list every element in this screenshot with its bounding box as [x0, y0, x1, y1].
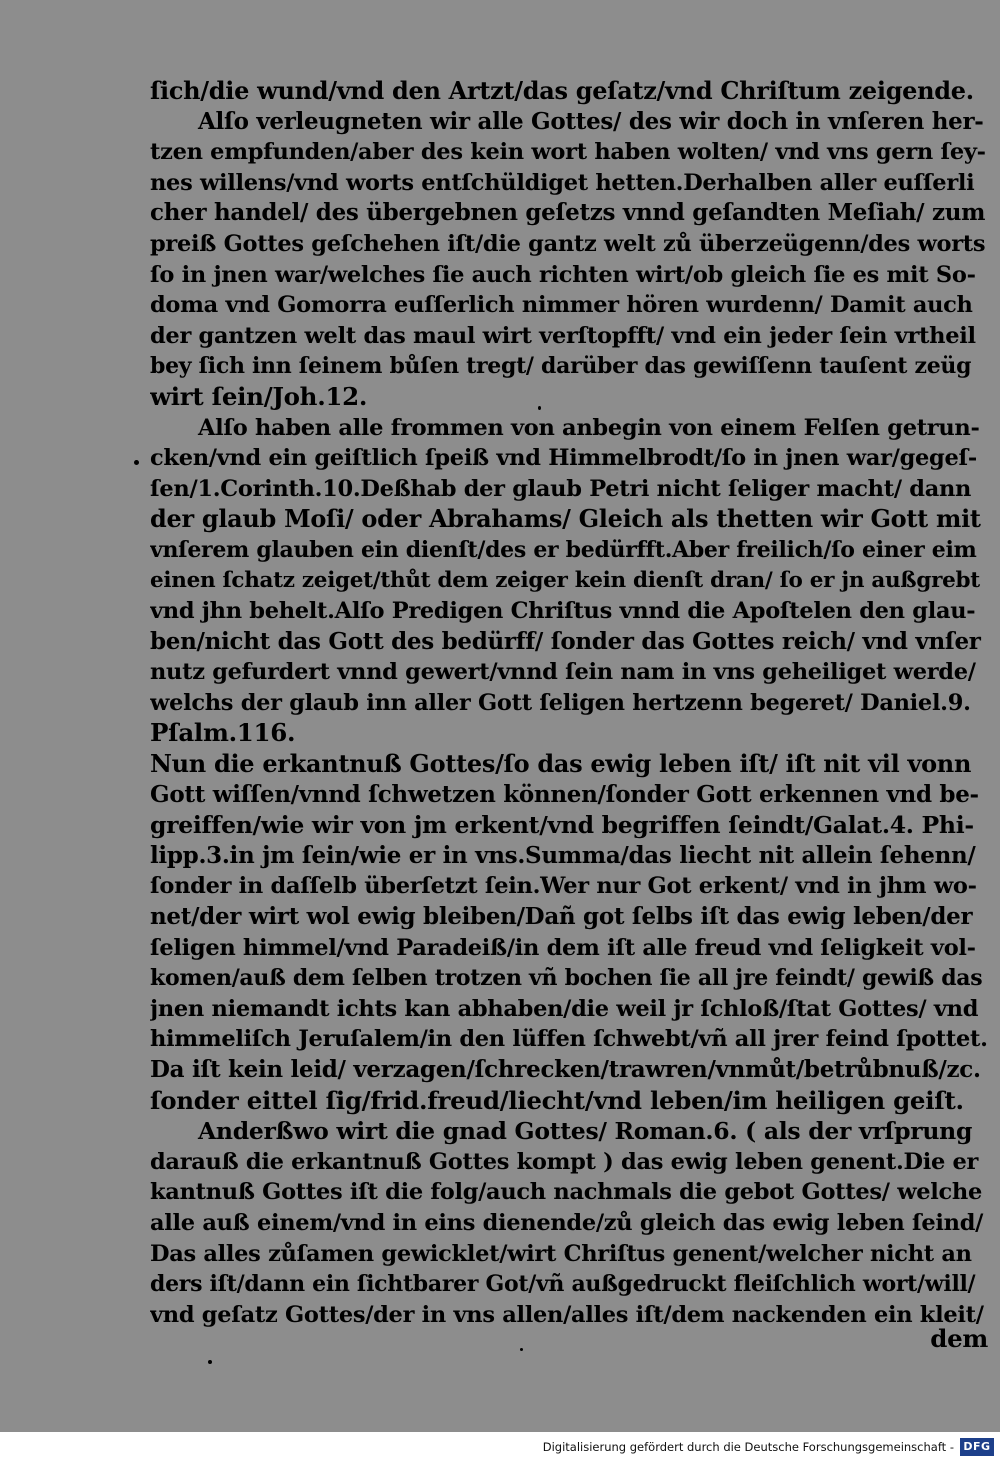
- text-line: ſeligen himmel/vnd Paradeiß/in dem iſt alle freud vnd ſeligkeit vol-: [150, 934, 976, 961]
- ink-speck: [520, 1348, 523, 1351]
- text-line: ben/nicht das Gott des bedürff/ ſonder das Gottes reich/ vnd vnſer: [150, 627, 981, 655]
- text-line: kantnuß Gottes iſt die folg/auch nachmals die gebot Gottes/ welche: [150, 1179, 983, 1206]
- text-line: cken/vnd ein geiſtlich ſpeiß vnd Himmelbrodt/ſo in jnen war/gegeſ-: [150, 445, 977, 472]
- text-line: net/der wirt wol ewig bleiben/Dañ got ſelbs iſt das ewig leben/der: [150, 903, 973, 931]
- text-line: Da iſt kein leid/ verzagen/ſchrecken/trawren/vnmůt/betrůbnuß/zc.: [150, 1056, 981, 1083]
- funding-credit: Digitalisierung gefördert durch die Deutsche Forschungsgemeinschaft -: [542, 1440, 954, 1454]
- text-line: der glaub Moſi/ oder Abrahams/ Gleich als thetten wir Gott mit: [150, 504, 981, 534]
- text-line: ſonder in daſſelb überſetzt ſein.Wer nur Got erkent/ vnd in jhm wo-: [150, 873, 977, 900]
- text-line: himmeliſch Jeruſalem/in den lüffen ſchwebt/vñ all jrer feind ſpottet.: [150, 1026, 988, 1053]
- text-line: Nun die erkantnuß Gottes/ſo das ewig leben iſt/ iſt nit vil vonn: [150, 749, 972, 779]
- text-line: welchs der glaub inn aller Gott ſeligen hertzenn begeret/ Daniel.9.: [150, 689, 971, 716]
- text-line: greiffen/wie wir von jm erkent/vnd begriffen ſeindt/Galat.4. Phi-: [150, 811, 974, 840]
- text-line: vnd jhn behelt.Alſo Predigen Chriſtus vnnd die Apoſtelen den glau-: [150, 598, 976, 625]
- text-line: komen/auß dem ſelben trotzen vñ bochen ſie all jre feindt/ gewiß das: [150, 965, 983, 992]
- text-line: Pſalm.116.: [150, 718, 296, 748]
- text-line: nutz gefurdert vnnd gewert/vnnd ſein nam in vns geheiliget werde/: [150, 659, 976, 686]
- text-line: darauß die erkantnuß Gottes kompt ) das ewig leben genent.Die er: [150, 1148, 979, 1175]
- catchword: dem: [930, 1324, 988, 1353]
- text-line: jnen niemandt ichts kan abhaben/die weil jr ſchloß/ſtat Gottes/ vnd: [150, 995, 979, 1022]
- text-line: doma vnd Gomorra euſſerlich nimmer hören wurdenn/ Damit auch: [150, 292, 973, 319]
- text-line: ders iſt/dann ein ſichtbarer Got/vñ außgedruckt fleiſchlich wort/will/: [150, 1271, 976, 1298]
- text-line: der gantzen welt das maul wirt verſtopfft/ vnd ein jeder ſein vrtheil: [150, 322, 976, 349]
- text-line: alle auß einem/vnd in eins dienende/zů gleich das ewig leben ſeind/: [150, 1209, 984, 1236]
- text-line: Alſo haben alle frommen von anbegin von einem Felſen getrun-: [198, 414, 980, 441]
- text-line: ſonder eittel ſig/frid.freud/liecht/vnd leben/im heiligen geiſt.: [150, 1085, 964, 1115]
- text-line: ſen/1.Corinth.10.Deßhab der glaub Petri nicht ſeliger macht/ dann: [150, 475, 972, 502]
- text-line: nes willens/vnd worts entſchüldiget hetten.Derhalben aller euſſerli: [150, 169, 975, 196]
- text-line: Gott wiſſen/vnnd ſchwetzen können/ſonder Gott erkennen vnd be-: [150, 780, 979, 808]
- text-line: vnd geſatz Gottes/der in vns allen/alles iſt/dem nackenden ein kleit/: [150, 1301, 984, 1328]
- dfg-logo: DFG: [960, 1438, 994, 1456]
- text-line: vnſerem glauben ein dienſt/des er bedürfft.Aber freilich/ſo einer eim: [150, 536, 977, 563]
- body-text: [150, 76, 988, 1330]
- text-line: Alſo verleugneten wir alle Gottes/ des wir doch in vnſeren her-: [198, 107, 984, 135]
- text-line: einen ſchatz zeiget/thůt dem zeiger kein dienſt dran/ ſo er jn außgrebt: [150, 567, 980, 593]
- text-line: ſich/die wund/vnd den Artzt/das geſatz/vnd Chriſtum zeigende.: [150, 76, 974, 105]
- text-line: wirt ſein/Joh.12.: [150, 381, 368, 411]
- text-line: cher handel/ des übergebnen geſetzs vnnd geſandten Meſiah/ zum: [150, 199, 986, 227]
- ink-speck: [538, 406, 541, 410]
- text-line: bey ſich inn ſeinem bůſen tregt/ darüber das gewiſſenn tauſent zeüg: [150, 353, 972, 380]
- text-line: ſo in jnen war/welches ſie auch richten wirt/ob gleich ſie es mit So-: [150, 261, 976, 288]
- text-line: lipp.3.in jm ſein/wie er in vns.Summa/das liecht nit allein ſehenn/: [150, 841, 976, 869]
- footer-bar: [0, 1432, 1000, 1464]
- ink-speck: [208, 1360, 212, 1364]
- ink-speck: [134, 460, 139, 465]
- text-line: Das alles zůſamen gewicklet/wirt Chriſtus genent/welcher nicht an: [150, 1240, 972, 1267]
- text-line: preiß Gottes geſchehen iſt/die gantz welt zů überzeügenn/des worts: [150, 230, 986, 257]
- text-line: tzen empfunden/aber des kein wort haben wolten/ vnd vns gern ſey-: [150, 139, 986, 166]
- text-line: Anderßwo wirt die gnad Gottes/ Roman.6. ( als der vrſprung: [198, 1117, 973, 1146]
